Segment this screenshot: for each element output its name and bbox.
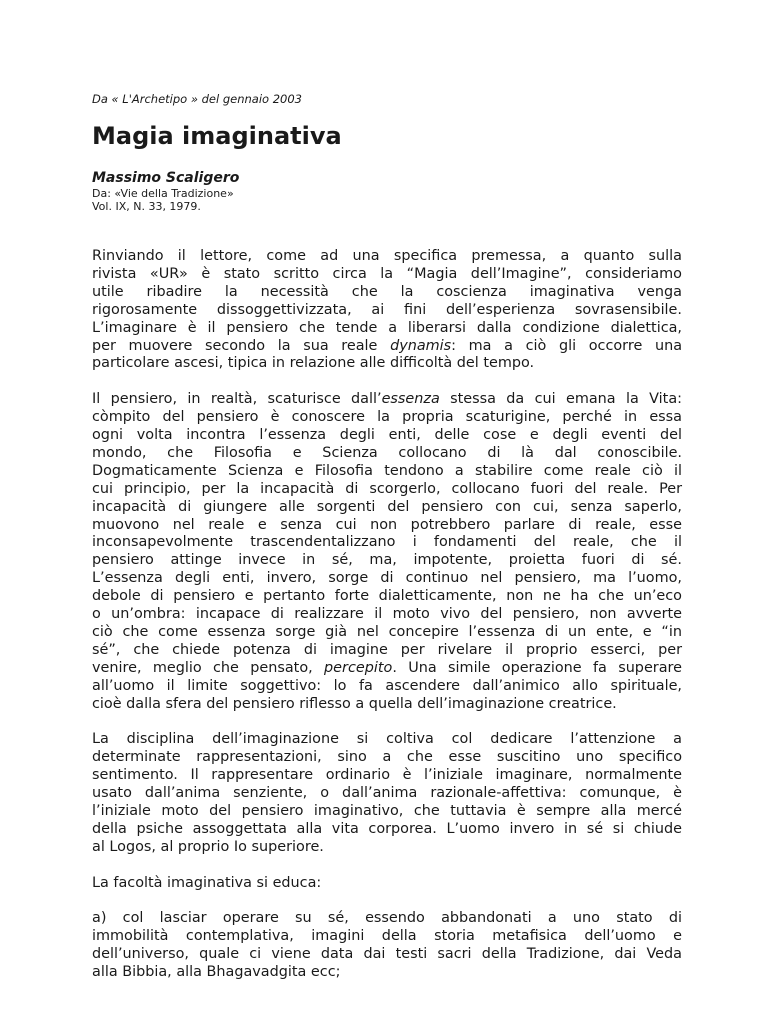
text-line: della psiche assoggettata alla vita corporea. L’uomo invero in sé si chiude <box>92 820 682 837</box>
author-block <box>92 169 239 213</box>
text-line: dell’universo, quale ci viene data dai testi sacri della Tradizione, dai Veda <box>92 946 682 963</box>
text-line <box>92 338 682 356</box>
text-line: La disciplina dell’imaginazione si coltiva col dedicare l’attenzione a <box>92 731 682 748</box>
text-line: usato dall’anima senziente, o dall’anima razionale-affettiva: comunque, è <box>92 785 682 802</box>
author-issue: Vol. IX, N. 33, 1979. <box>92 200 201 213</box>
text-line: l’iniziale moto del pensiero imaginativo, che tuttavia è sempre alla mercé <box>92 803 682 820</box>
text-segment: . Una simile operazione fa superare <box>392 659 682 676</box>
article-title: Magia imaginativa <box>92 122 342 150</box>
text-line: muovono nel reale e senza cui non potrebbero parlare di reale, esse <box>92 516 682 533</box>
paragraph <box>92 248 682 373</box>
paragraph <box>92 731 682 856</box>
text-segment: Il pensiero, in realtà, scaturisce dall’ <box>92 391 382 408</box>
text-line: La facoltà imaginativa si educa: <box>92 874 322 891</box>
text-line: debole di pensiero e pertanto forte dialetticamente, non ne ha che un’eco <box>92 588 682 605</box>
paragraph <box>92 875 682 893</box>
text-line: L’imaginare è il pensiero che tende a liberarsi dalla condizione dialettica, <box>92 319 682 336</box>
text-line: al Logos, al proprio Io superiore. <box>92 838 324 855</box>
text-line: determinate rappresentazioni, sino a che esse suscitino uno specifico <box>92 749 682 766</box>
emphasis: dynamis <box>390 337 452 354</box>
text-line: inconsapevolmente trascendentalizzano i fondamenti del reale, che il <box>92 534 682 551</box>
article-body <box>92 248 682 1000</box>
author-name: Massimo Scaligero <box>92 170 240 186</box>
text-line: cui principio, per la incapacità di scorgerlo, collocano fuori del reale. Per <box>92 480 682 497</box>
text-line: L’essenza degli enti, invero, sorge di continuo nel pensiero, ma l’uomo, <box>92 570 682 587</box>
text-segment: venire, meglio che pensato, <box>92 659 325 676</box>
text-line: immobilità contemplativa, imagini della storia metafisica dell’uomo e <box>92 928 682 945</box>
text-line: cioè dalla sfera del pensiero riflesso a quella dell’imaginazione creatrice. <box>92 695 617 712</box>
text-line: pensiero attinge invece in sé, ma, impotente, proietta fuori di sé. <box>92 552 682 569</box>
paragraph <box>92 391 682 713</box>
text-segment: per muovere secondo la sua reale <box>92 337 391 354</box>
source-note: Da « L'Archetipo » del gennaio 2003 <box>92 92 302 106</box>
text-line: rigorosamente dissoggettivizzata, ai fini dell’esperienza sovrasensibile. <box>92 301 682 318</box>
text-line: Dogmaticamente Scienza e Filosofia tendono a stabilire come reale ciò il <box>92 462 682 479</box>
text-line: Rinviando il lettore, come ad una specifica premessa, a quanto sulla <box>92 248 682 264</box>
text-line <box>92 391 682 409</box>
text-line: a) col lasciar operare su sé, essendo abbandonati a uno stato di <box>92 910 682 927</box>
text-segment: : ma a ciò gli occorre una <box>451 337 683 354</box>
text-line: incapacità di giungere alle sorgenti del pensiero con cui, senza saperlo, <box>92 498 682 515</box>
text-line: o un’ombra: incapace di realizzare il moto vivo del pensiero, non avverte <box>92 606 682 623</box>
text-line: all’uomo il limite soggettivo: lo fa ascendere dall’animico allo spirituale, <box>92 677 682 694</box>
text-segment: stessa da cui emana la Vita: <box>439 391 682 408</box>
text-line: sé”, che chiede potenza di imagine per rivelare il proprio esserci, per <box>92 641 682 658</box>
text-line: sentimento. Il rappresentare ordinario è l’iniziale imaginare, normalmente <box>92 767 682 784</box>
text-line: rivista «UR» è stato scritto circa la “Magia dell’Imagine”, consideriamo <box>92 265 682 282</box>
paragraph <box>92 910 682 982</box>
emphasis: essenza <box>381 391 440 408</box>
emphasis: percepito <box>324 659 393 676</box>
author-origin: Da: «Vie della Tradizione» <box>92 187 234 200</box>
text-line: ciò che come essenza sorge già nel concepire l’essenza di un ente, e “in <box>92 624 682 641</box>
text-line: ogni volta incontra l’essenza degli enti, delle cose e degli eventi del <box>92 427 682 444</box>
text-line: particolare ascesi, tipica in relazione alle difficoltà del tempo. <box>92 355 535 372</box>
text-line <box>92 660 682 678</box>
text-line: utile ribadire la necessità che la coscienza imaginativa venga <box>92 283 682 300</box>
text-line: mondo, che Filosofia e Scienza collocano di là dal conoscibile. <box>92 444 682 461</box>
text-line: alla Bibbia, alla Bhagavadgita ecc; <box>92 964 341 981</box>
text-line: còmpito del pensiero è conoscere la propria scaturigine, perché in essa <box>92 409 682 426</box>
